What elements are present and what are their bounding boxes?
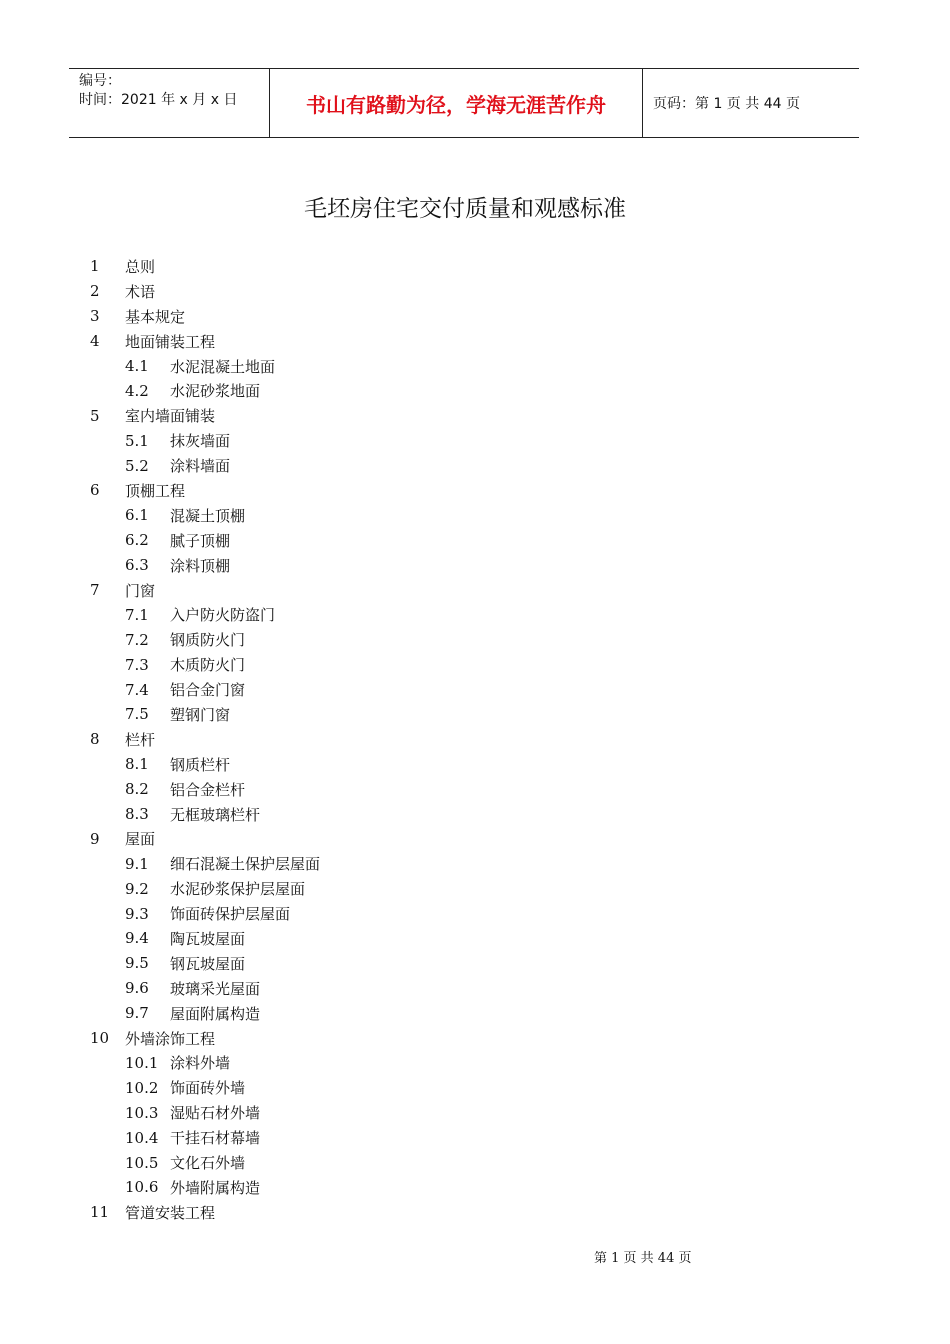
document-title: 毛坯房住宅交付质量和观感标准 xyxy=(304,196,626,222)
toc-item-text: 基本规定 xyxy=(125,307,186,326)
toc-item-text: 入户防火防盗门 xyxy=(170,606,276,625)
toc-item-number: 7.5 xyxy=(125,705,149,724)
toc-subsection-item xyxy=(90,1075,690,1100)
table-of-contents xyxy=(90,254,690,1225)
toc-subsection-item xyxy=(90,528,690,553)
toc-section-item xyxy=(90,1026,690,1051)
toc-section-item xyxy=(90,578,690,603)
toc-item-number: 3 xyxy=(90,307,100,326)
motto-text: 书山有路勤为径，学海无涯苦作舟 xyxy=(306,92,606,117)
toc-item-number: 8.2 xyxy=(125,780,149,799)
toc-item-number: 7.3 xyxy=(125,655,149,674)
document-time-label: 时间：2021 年 x 月 x 日 xyxy=(79,92,238,108)
toc-subsection-item xyxy=(90,378,690,403)
toc-item-text: 涂料顶棚 xyxy=(170,556,231,575)
toc-subsection-item xyxy=(90,652,690,677)
toc-item-text: 顶棚工程 xyxy=(125,481,186,500)
toc-item-text: 饰面砖保护层屋面 xyxy=(170,905,291,924)
toc-subsection-item xyxy=(90,627,690,652)
toc-subsection-item xyxy=(90,354,690,379)
toc-item-text: 涂料外墙 xyxy=(170,1054,231,1073)
toc-item-number: 8.1 xyxy=(125,755,149,774)
toc-item-text: 水泥砂浆保护层屋面 xyxy=(170,880,306,899)
toc-item-number: 7.2 xyxy=(125,630,149,649)
toc-item-number: 9.4 xyxy=(125,929,149,948)
toc-item-number: 6.1 xyxy=(125,506,149,525)
toc-subsection-item xyxy=(90,752,690,777)
document-number-label: 编号： xyxy=(79,73,121,89)
toc-subsection-item xyxy=(90,677,690,702)
toc-section-item xyxy=(90,304,690,329)
toc-item-number: 10.5 xyxy=(125,1153,159,1172)
toc-item-number: 5.1 xyxy=(125,431,149,450)
toc-item-text: 涂料墙面 xyxy=(170,457,231,476)
toc-subsection-item xyxy=(90,503,690,528)
toc-item-text: 腻子顶棚 xyxy=(170,531,231,550)
toc-subsection-item xyxy=(90,876,690,901)
toc-item-number: 7.1 xyxy=(125,605,149,624)
toc-item-text: 塑钢门窗 xyxy=(170,705,231,724)
toc-subsection-item xyxy=(90,602,690,627)
toc-section-item xyxy=(90,329,690,354)
page-count-label: 页码：第 1 页 共 44 页 xyxy=(653,96,800,112)
toc-subsection-item xyxy=(90,553,690,578)
toc-section-item xyxy=(90,826,690,851)
toc-item-number: 9 xyxy=(90,829,100,848)
toc-subsection-item xyxy=(90,1051,690,1076)
page-footer: 第 1 页 共 44 页 xyxy=(594,1251,692,1266)
header-motto-cell xyxy=(270,69,643,137)
toc-item-number: 10.1 xyxy=(125,1053,159,1072)
toc-item-text: 混凝土顶棚 xyxy=(170,506,246,525)
toc-subsection-item xyxy=(90,1001,690,1026)
toc-item-text: 地面铺装工程 xyxy=(125,332,216,351)
toc-item-number: 10.6 xyxy=(125,1178,159,1197)
toc-item-number: 9.7 xyxy=(125,1004,149,1023)
toc-item-text: 水泥砂浆地面 xyxy=(170,382,261,401)
toc-item-text: 外墙附属构造 xyxy=(170,1178,261,1197)
toc-item-number: 1 xyxy=(90,257,100,276)
toc-subsection-item xyxy=(90,851,690,876)
toc-item-number: 8 xyxy=(90,730,100,749)
toc-section-item xyxy=(90,403,690,428)
toc-item-number: 10 xyxy=(90,1029,110,1048)
toc-item-text: 抹灰墙面 xyxy=(170,432,231,451)
toc-item-number: 7 xyxy=(90,581,100,600)
toc-item-text: 饰面砖外墙 xyxy=(170,1079,246,1098)
toc-item-number: 4 xyxy=(90,332,100,351)
toc-subsection-item xyxy=(90,1150,690,1175)
toc-item-number: 2 xyxy=(90,282,100,301)
toc-item-number: 10.4 xyxy=(125,1128,159,1147)
toc-item-number: 6 xyxy=(90,481,100,500)
toc-item-text: 铝合金门窗 xyxy=(170,681,246,700)
toc-item-number: 9.6 xyxy=(125,979,149,998)
toc-item-text: 陶瓦坡屋面 xyxy=(170,929,246,948)
toc-item-text: 木质防火门 xyxy=(170,656,246,675)
toc-subsection-item xyxy=(90,428,690,453)
toc-item-text: 屋面附属构造 xyxy=(170,1004,261,1023)
toc-item-text: 玻璃采光屋面 xyxy=(170,979,261,998)
toc-item-text: 门窗 xyxy=(125,581,156,600)
toc-section-item xyxy=(90,254,690,279)
toc-item-number: 4.1 xyxy=(125,357,149,375)
toc-item-text: 钢质栏杆 xyxy=(170,755,231,774)
header-page-cell xyxy=(643,69,859,137)
toc-item-number: 9.5 xyxy=(125,954,149,973)
header-meta-cell xyxy=(69,69,270,137)
toc-item-number: 9.3 xyxy=(125,904,149,923)
toc-item-text: 无框玻璃栏杆 xyxy=(170,805,261,824)
toc-subsection-item xyxy=(90,1100,690,1125)
toc-subsection-item xyxy=(90,1125,690,1150)
toc-section-item xyxy=(90,1200,690,1225)
toc-item-text: 干挂石材幕墙 xyxy=(170,1129,261,1148)
toc-item-text: 水泥混凝土地面 xyxy=(170,357,276,376)
toc-item-text: 室内墙面铺装 xyxy=(125,407,216,426)
toc-item-number: 10.2 xyxy=(125,1078,159,1097)
toc-subsection-item xyxy=(90,1175,690,1200)
toc-item-text: 钢瓦坡屋面 xyxy=(170,954,246,973)
toc-item-text: 文化石外墙 xyxy=(170,1154,246,1172)
toc-subsection-item xyxy=(90,901,690,926)
toc-subsection-item xyxy=(90,926,690,951)
toc-item-text: 钢质防火门 xyxy=(170,631,246,650)
toc-subsection-item xyxy=(90,702,690,727)
toc-item-number: 6.3 xyxy=(125,556,149,575)
toc-section-item xyxy=(90,478,690,503)
toc-subsection-item xyxy=(90,777,690,802)
document-header xyxy=(69,68,859,138)
toc-item-text: 外墙涂饰工程 xyxy=(125,1029,216,1048)
toc-section-item xyxy=(90,279,690,304)
toc-subsection-item xyxy=(90,951,690,976)
toc-item-number: 4.2 xyxy=(125,381,149,400)
toc-subsection-item xyxy=(90,976,690,1001)
toc-item-text: 总则 xyxy=(125,257,156,276)
toc-item-number: 5.2 xyxy=(125,456,149,475)
toc-item-text: 细石混凝土保护层屋面 xyxy=(170,855,321,874)
toc-item-number: 9.2 xyxy=(125,879,149,898)
toc-item-text: 铝合金栏杆 xyxy=(170,780,246,799)
toc-item-number: 7.4 xyxy=(125,680,149,699)
toc-item-number: 11 xyxy=(90,1203,110,1222)
toc-item-number: 5 xyxy=(90,406,100,425)
toc-item-number: 6.2 xyxy=(125,531,149,550)
toc-section-item xyxy=(90,727,690,752)
toc-item-text: 湿贴石材外墙 xyxy=(170,1104,261,1123)
toc-item-number: 9.1 xyxy=(125,854,149,873)
toc-item-text: 栏杆 xyxy=(125,730,156,749)
toc-subsection-item xyxy=(90,802,690,827)
toc-subsection-item xyxy=(90,453,690,478)
toc-item-text: 屋面 xyxy=(125,830,156,849)
toc-item-number: 8.3 xyxy=(125,805,149,824)
toc-item-text: 术语 xyxy=(125,282,156,301)
toc-item-text: 管道安装工程 xyxy=(125,1203,216,1222)
toc-item-number: 10.3 xyxy=(125,1103,159,1122)
